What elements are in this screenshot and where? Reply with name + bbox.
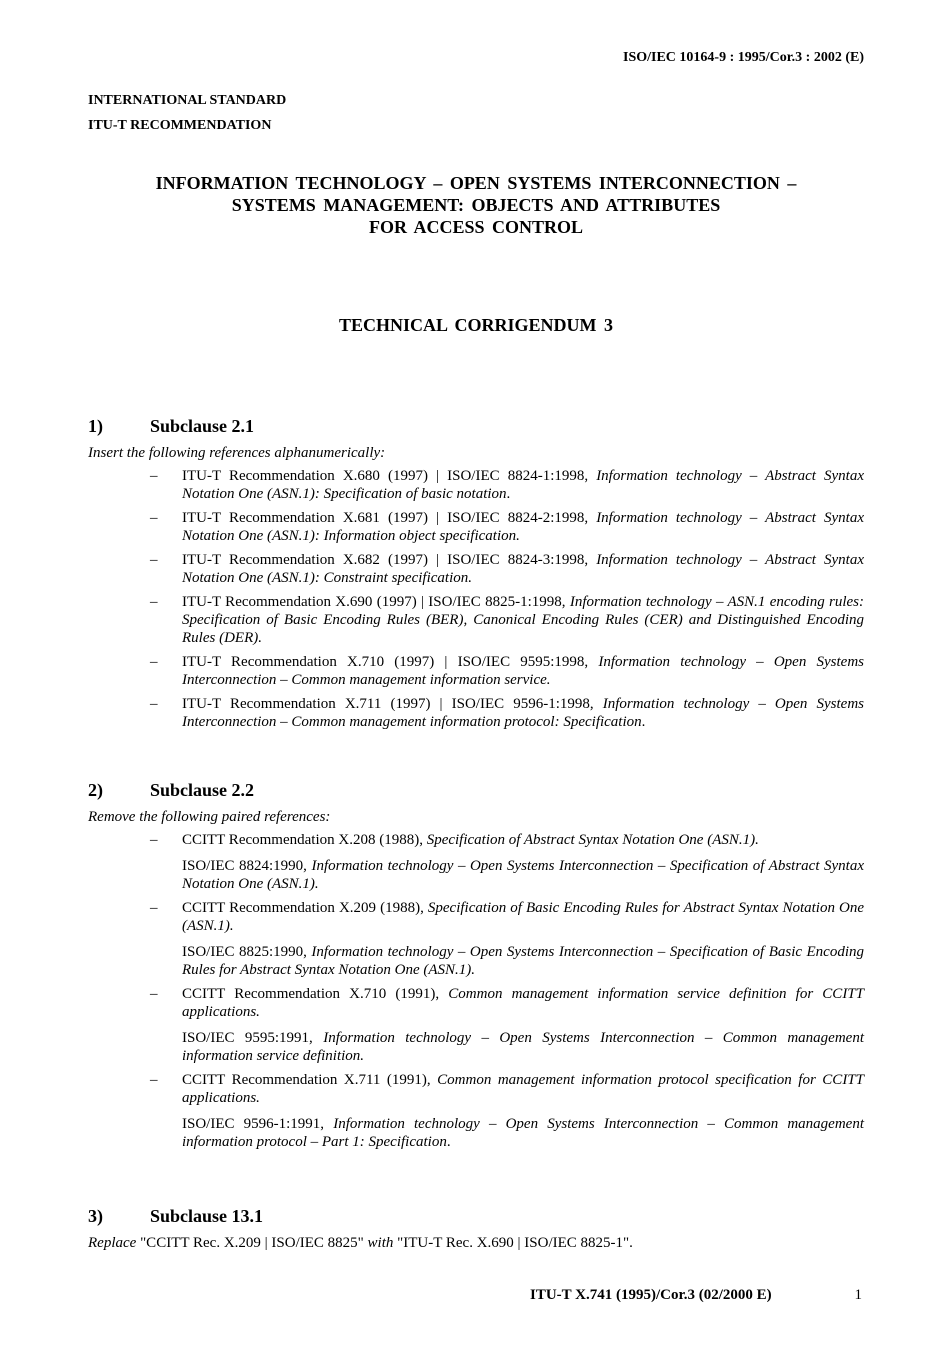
- instruction-new-text: "ITU-T Rec. X.690 | ISO/IEC 8825-1".: [393, 1235, 633, 1251]
- reference-title: Information technology – Abstract Syntax Notation One (ASN.1): Specification of basic notation: [182, 468, 864, 502]
- reference-title: Information technology – ASN.1 encoding rules: Specification of Basic Encoding Rules (BER), Canonical Encoding Rules (CER) and Distinguished Encoding Rules (DER).: [182, 594, 864, 646]
- reference-title: Information technology – Open Systems Interconnection – Common management information service.: [182, 654, 864, 688]
- list-dash: –: [150, 900, 158, 916]
- reference-title: Common management information protocol specification for CCITT applications.: [182, 1072, 864, 1106]
- paired-reference: [182, 857, 864, 893]
- paired-reference-title: Information technology – Open Systems Interconnection – Specification of Abstract Syntax Notation One (ASN.1).: [182, 858, 864, 892]
- reference-item: [88, 593, 864, 647]
- section-title: Subclause 2.2: [150, 780, 255, 800]
- section-number: 1): [88, 416, 103, 436]
- section-title: Subclause 13.1: [150, 1206, 264, 1226]
- paired-reference: [182, 1115, 864, 1151]
- paired-reference-id: ISO/IEC 9595:1991,: [182, 1030, 324, 1046]
- reference-id: ITU-T Recommendation X.711 (1997) | ISO/IEC 9596-1:1998,: [182, 696, 603, 712]
- section-number: 3): [88, 1206, 103, 1226]
- standard-type-block: [88, 88, 286, 138]
- section-instruction: Insert the following references alphanumerically:: [88, 445, 386, 461]
- paired-reference-title: Information technology – Open Systems Interconnection – Common management information protocol – Part 1: Specification: [182, 1116, 864, 1150]
- paired-reference-title: Information technology – Open Systems Interconnection – Specification of Basic Encoding Rules for Abstract Syntax Notation One (ASN.1).: [182, 944, 864, 978]
- title-line: INFORMATION TECHNOLOGY – OPEN SYSTEMS INTERCONNECTION –: [155, 173, 797, 193]
- reference-item: [88, 467, 864, 503]
- reference-id: ITU-T Recommendation X.690 (1997) | ISO/IEC 8825-1:1998,: [182, 594, 570, 610]
- reference-item: [88, 551, 864, 587]
- list-dash: –: [150, 696, 158, 712]
- document-id: ISO/IEC 10164-9 : 1995/Cor.3 : 2002 (E): [623, 50, 864, 65]
- paired-reference-end: .: [446, 1134, 451, 1150]
- paired-reference: [182, 1029, 864, 1065]
- section-heading: [88, 777, 864, 803]
- list-dash: –: [150, 594, 158, 610]
- reference-id: ITU-T Recommendation X.680 (1997) | ISO/IEC 8824-1:1998,: [182, 468, 597, 484]
- paired-reference-title: Information technology – Open Systems Interconnection – Common management information service definition.: [182, 1030, 864, 1064]
- reference-title: Common management information service definition for CCITT applications.: [182, 986, 864, 1020]
- reference-id: ITU-T Recommendation X.681 (1997) | ISO/IEC 8824-2:1998,: [182, 510, 597, 526]
- reference-id: CCITT Recommendation X.209 (1988),: [182, 900, 428, 916]
- reference-title: Specification of Basic Encoding Rules for Abstract Syntax Notation One (ASN.1).: [182, 900, 864, 934]
- paired-reference-id: ISO/IEC 8825:1990,: [182, 944, 312, 960]
- list-dash: –: [150, 552, 158, 568]
- paired-reference-id: ISO/IEC 8824:1990,: [182, 858, 312, 874]
- section-1: [88, 413, 864, 737]
- reference-end: .: [641, 714, 646, 730]
- section-title: Subclause 2.1: [150, 416, 255, 436]
- section-heading: [88, 1203, 864, 1229]
- page-number: 1: [854, 1287, 862, 1303]
- instruction-conjunction: with: [367, 1235, 394, 1251]
- section-3: [88, 1203, 864, 1252]
- corrigendum-title: TECHNICAL CORRIGENDUM 3: [338, 315, 614, 335]
- reference-title: Specification of Abstract Syntax Notation One (ASN.1).: [426, 832, 759, 848]
- list-dash: –: [150, 468, 158, 484]
- standard-type-line: INTERNATIONAL STANDARD: [88, 93, 287, 108]
- list-dash: –: [150, 654, 158, 670]
- reference-list: [88, 831, 864, 1151]
- reference-end: .: [506, 486, 511, 502]
- section-2: [88, 777, 864, 1157]
- list-dash: –: [150, 510, 158, 526]
- title-line: FOR ACCESS CONTROL: [368, 217, 584, 237]
- instruction-verb: Replace: [88, 1235, 137, 1251]
- reference-id: ITU-T Recommendation X.682 (1997) | ISO/IEC 8824-3:1998,: [182, 552, 597, 568]
- reference-item: [88, 695, 864, 731]
- recommendation-type-line: ITU-T RECOMMENDATION: [88, 118, 272, 133]
- section-heading: [88, 413, 864, 439]
- reference-id: ITU-T Recommendation X.710 (1997) | ISO/IEC 9595:1998,: [182, 654, 599, 670]
- reference-id: CCITT Recommendation X.710 (1991),: [182, 986, 449, 1002]
- instruction-old-text: "CCITT Rec. X.209 | ISO/IEC 8825": [136, 1235, 368, 1251]
- section-instruction: Remove the following paired references:: [88, 809, 331, 825]
- reference-item: [88, 899, 864, 979]
- reference-title: Information technology – Abstract Syntax Notation One (ASN.1): Constraint specification.: [182, 552, 864, 586]
- reference-list: [88, 467, 864, 731]
- reference-item: [88, 1071, 864, 1151]
- paired-reference: [182, 943, 864, 979]
- reference-id: CCITT Recommendation X.711 (1991),: [182, 1072, 438, 1088]
- list-dash: –: [150, 1072, 158, 1088]
- section-number: 2): [88, 780, 103, 800]
- reference-item: [88, 831, 864, 893]
- reference-item: [88, 653, 864, 689]
- section-instruction: [88, 1234, 864, 1252]
- reference-title: Information technology – Abstract Syntax Notation One (ASN.1): Information object specification.: [182, 510, 864, 544]
- list-dash: –: [150, 986, 158, 1002]
- reference-item: [88, 509, 864, 545]
- list-dash: –: [150, 832, 158, 848]
- reference-title: Information technology – Open Systems Interconnection – Common management information protocol: Specification: [182, 696, 864, 730]
- paired-reference-id: ISO/IEC 9596-1:1991,: [182, 1116, 334, 1132]
- title-line: SYSTEMS MANAGEMENT: OBJECTS AND ATTRIBUTES: [231, 195, 721, 215]
- reference-item: [88, 985, 864, 1065]
- document-title: [88, 172, 864, 238]
- reference-id: CCITT Recommendation X.208 (1988),: [182, 832, 427, 848]
- footer-recommendation-id: ITU-T X.741 (1995)/Cor.3 (02/2000 E): [530, 1287, 772, 1303]
